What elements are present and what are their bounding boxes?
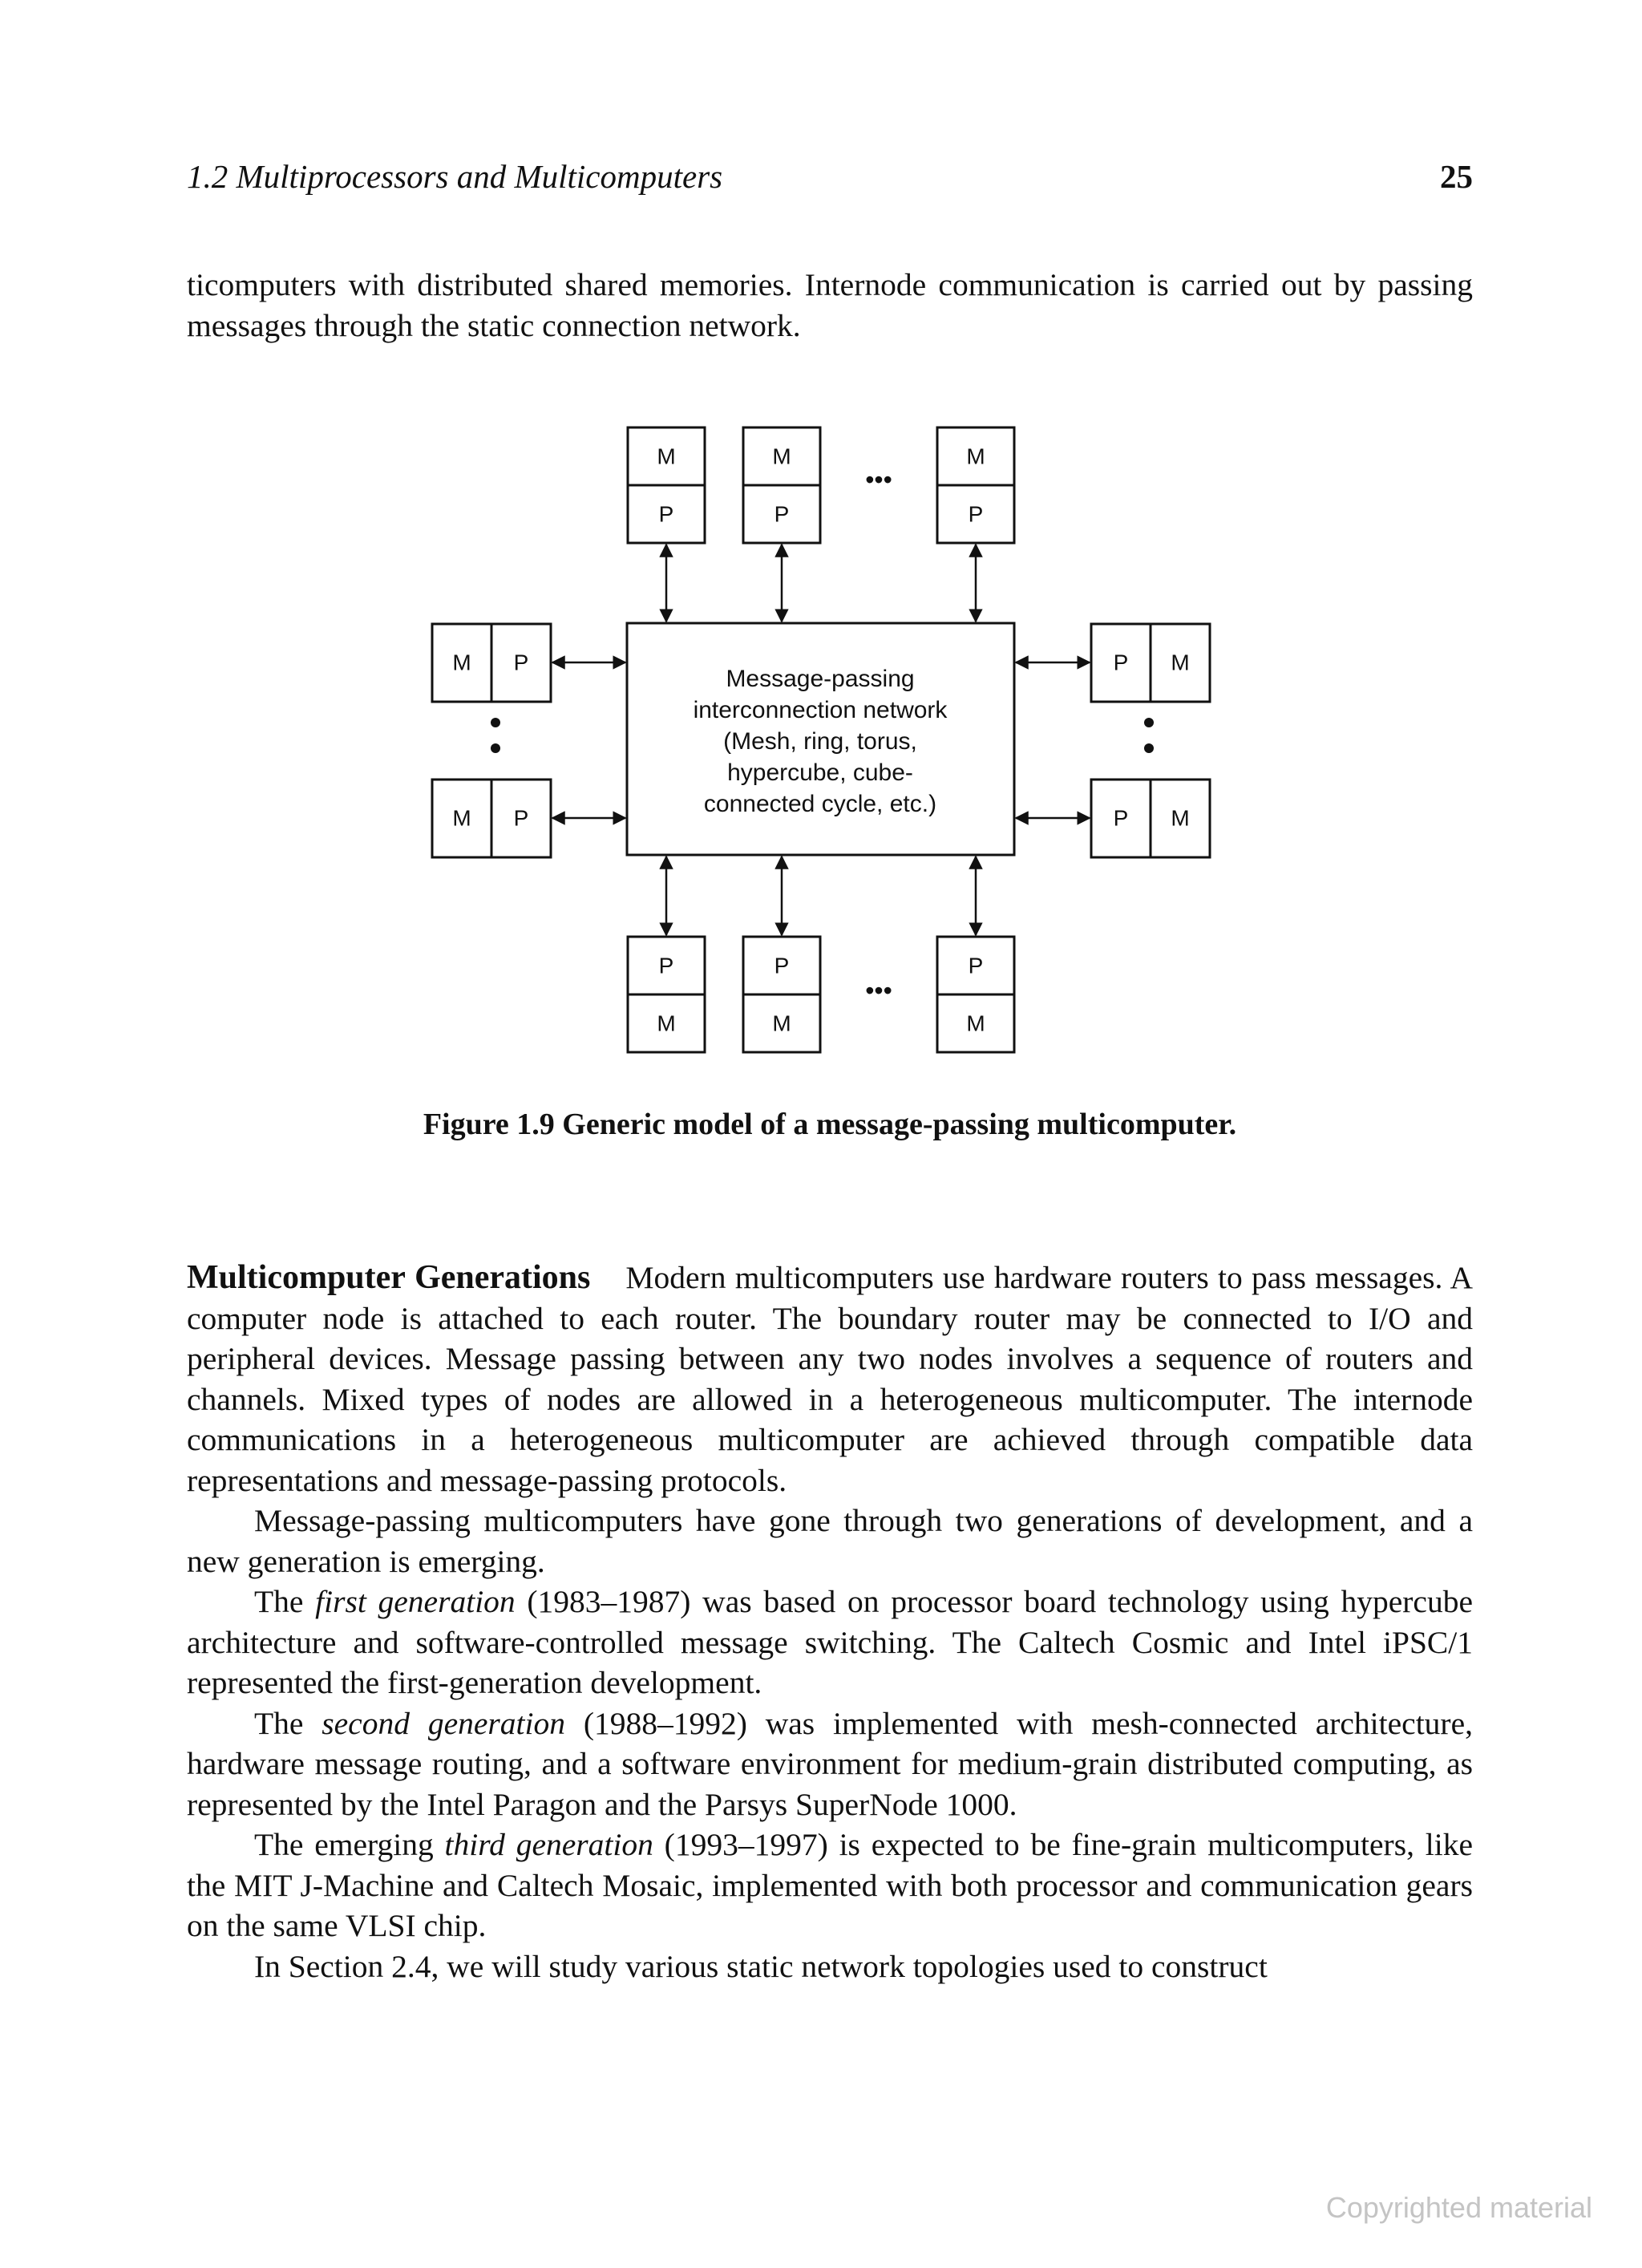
left-vertical-dot	[491, 743, 500, 753]
page-number: 25	[1440, 158, 1473, 195]
left-node-2	[432, 780, 551, 857]
multicomputer-diagram	[429, 417, 1223, 1075]
processor-label: P	[1113, 650, 1129, 675]
paragraph	[187, 1703, 1473, 1825]
processor-label: P	[513, 805, 529, 831]
paragraph: Message-passing multicomputers have gone through two generations of development, and a new generation is emerging.	[187, 1503, 1473, 1579]
copyright-watermark: Copyrighted material	[1325, 2191, 1592, 2224]
paragraph-text: (1993–1997) is expected to be fine-grain multicomputers, like the MIT J-Machine and Caltech Mosaic, implemented with both processor and communication gears on the same VLSI chip.	[187, 1827, 1474, 1943]
network-label-line: Message-passing	[726, 666, 915, 692]
right-node-2	[1091, 780, 1210, 857]
right-vertical-dot	[1144, 718, 1154, 727]
top-node-2	[743, 427, 820, 543]
processor-label: P	[658, 501, 674, 527]
running-head: 1.2 Multiprocessors and Multicomputers	[187, 158, 723, 195]
paragraph	[187, 1582, 1473, 1703]
memory-label: M	[772, 1010, 791, 1036]
paragraph	[187, 1825, 1473, 1946]
memory-label: M	[1171, 805, 1190, 831]
network-label-line: (Mesh, ring, torus,	[723, 728, 917, 755]
top-node-1	[628, 427, 705, 543]
paragraph-text: The emerging	[254, 1827, 445, 1862]
paragraph-text: (1983–1987) was based on processor board technology using hypercube architecture and software-controlled message switching. The Caltech Cosmic and Intel iPSC/1 represented the first-generation development.	[187, 1584, 1473, 1700]
paragraph-text: The	[254, 1705, 322, 1741]
section-heading: Multicomputer Generations	[187, 1259, 591, 1296]
network-label-line: connected cycle, etc.)	[703, 791, 937, 817]
memory-label: M	[966, 443, 985, 469]
bottom-node-1	[628, 937, 705, 1052]
memory-label: M	[966, 1010, 985, 1036]
processor-label: P	[513, 650, 529, 675]
memory-label: M	[1171, 650, 1190, 675]
page-header	[187, 157, 1473, 197]
bottom-node-2	[743, 937, 820, 1052]
right-vertical-dot	[1144, 743, 1154, 753]
body-text	[187, 1258, 1473, 1987]
network-label-line: hypercube, cube-	[727, 759, 913, 786]
top-ellipsis: •••	[865, 465, 892, 494]
processor-label: P	[774, 501, 790, 527]
figure-caption: Figure 1.9 Generic model of a message-passing multicomputer.	[423, 1108, 1237, 1141]
bottom-ellipsis: •••	[865, 976, 892, 1005]
network-label-line: interconnection network	[693, 697, 948, 723]
paragraph: In Section 2.4, we will study various static network topologies used to construct	[254, 1948, 1268, 1984]
paragraph-text: Modern multicomputers use hardware routers to pass messages. A computer node is attached to each router. The boundary router may be connected to I/O and peripheral devices. Message passing between any two nodes involves a sequence of routers and channels. Mixed types of nodes are allowed in a heterogeneous multicomputer. The internode communications in a heterogeneous multicomputer are achieved through compatible data representations and message-passing protocols.	[187, 1260, 1473, 1498]
intro-paragraph: ticomputers with distributed shared memories. Internode communication is carried out by passing messages through the static connection network.	[187, 267, 1473, 343]
left-vertical-dot	[491, 718, 500, 727]
emphasis: first generation	[315, 1584, 516, 1619]
memory-label: M	[657, 1010, 676, 1036]
emphasis: second generation	[322, 1705, 565, 1741]
processor-label: P	[774, 953, 790, 978]
paragraph	[187, 1258, 1473, 1501]
memory-label: M	[452, 650, 471, 675]
right-node-1	[1091, 624, 1210, 702]
processor-label: P	[1113, 805, 1129, 831]
paragraph-text: The	[254, 1584, 316, 1619]
figure-multicomputer-model	[429, 417, 1223, 1075]
processor-label: P	[968, 953, 984, 978]
bottom-node-3	[937, 937, 1014, 1052]
processor-label: P	[968, 501, 984, 527]
processor-label: P	[658, 953, 674, 978]
paragraph-text: (1988–1992) was implemented with mesh-connected architecture, hardware message routing, and a software environment for medium-grain distributed computing, as represented by the Intel Paragon and the Parsys SuperNode 1000.	[187, 1705, 1473, 1822]
top-node-3	[937, 427, 1014, 543]
emphasis: third generation	[444, 1827, 653, 1862]
left-node-1	[432, 624, 551, 702]
memory-label: M	[657, 443, 676, 469]
memory-label: M	[452, 805, 471, 831]
memory-label: M	[772, 443, 791, 469]
